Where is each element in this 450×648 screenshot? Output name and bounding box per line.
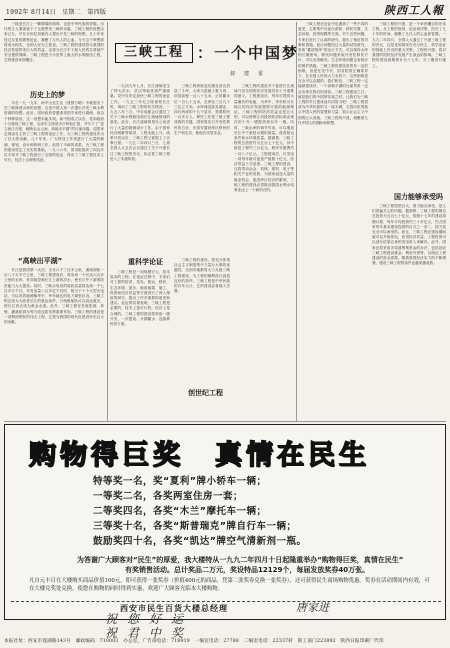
page-footer: 本报社址：西安市莲湖路143号 邮政编码：710003 办公室，广告部电话：718919 一编室电话：27788 二编室电话：22337转 陕工南门223892 陕西日报印刷厂代印 [4,639,384,644]
title-boxed-part: 三峡工程 [115,43,193,63]
subhead-gorge: “高峡出平湖” [18,257,63,265]
prize-special: 特等奖一名，奖“夏利”牌小轿车一辆； [93,476,267,487]
column-rule [107,22,108,422]
masthead: 陕西工人報 [384,4,444,17]
prize-list [93,474,393,549]
column-6-bottom-text: 三峡工程投资巨大，国力能否承受，是人们普遍关心的问题。据测算，三峡工程的静态总投资为五百七十亿元，按照十七年的建设周期计算，每年平均投资约三十多亿元，约占国家每年基本建设投资的百分之一至二，国力是完全可以承受的。而且，三峡工程在建设期间就可以开始发电，获得经济效益，工程投资可以部分依靠自身的发电收入来解决。此外，国家还将采取多渠道筹集资金的办法，包括征收三峡工程建设基金、利用外资等，以保证工程建设的资金需要。随着我国经济实力的不断增强，建设三峡工程的条件也越来越成熟。 [372,204,446,266]
ad-summary: 有奖销售活动。总计奖品二万元，奖设特品12129个，每届发放奖券40万张。 [125,566,370,574]
advertisement [4,424,446,620]
column-2-bottom-text: 三峡工程是一项规模宏大、技术复杂的工程。在论证过程中，专家们对工程的防洪、发电、航运、移民、生态环境、泥沙、地质地震、施工、投资和经济效益等方面进行了深入细致的研究，提出了许多重要的意见和建议。论证的结果表明，三峡工程是必要的，技术上是可行的，经济上是合理的。三峡工程的建设将采取一级开发、一次建成、分期蓄水、连续移民的方案。 [110,270,170,327]
issue-date: 1992年 8月14日 星期二 第四版 [6,9,107,16]
column-3-text: 三峡工程坝址选在湖北省宜昌县三斗坪，大坝为混凝土重力坝，坝顶高程一百八十五米，正常蓄水位一百七十五米，总库容三百九十三亿立方米。水库淹没涉及湖北、四川两省的十九个县市，需要移民一百多万人。移民工作是三峡工程成败的关键，国家将实行开发性移民的方针，妥善安置好库区移民的生产和生活，使他们安居乐业。 [174,84,230,135]
ad-headline: 购物得巨奖 真情在民生 [29,440,370,471]
store-name: 西安市民生百货大楼总经理 [120,604,228,613]
column-1-top-text: 三峡是长江上一颗璀璨的明珠，也是中华民族的骄傲。历代的文人墨客留下了无数赞美三峡的诗篇，三峡工程的设想由来已久，早在本世纪初就有人提出开发三峡的构想，几十年来经过反复的勘察论证，凝聚了几代人的心血。今天这个梦想即将成为现实，全国人民为之振奋。三峡工程的建设将为我国的经济发展带来巨大的效益，也将为长江中下游人民的生命财产安全提供保障。三峡工程是当今世界上最大的水利枢纽工程，它的建设举世瞩目。 [4,22,104,63]
column-2-text: 一九四九年七月，长江流域发生了特大洪水，武汉等地受到严重威胁。党中央决定加快三峡工程的论证工作。一九五三年毛主席视察长江时，询问了三峡工程的有关情况。一九五八年三月，中央成都会议通过了关于三峡水利枢纽和长江流域规划的意见。此后，长江流域规划办公室进行了大量的勘测设计工作。由于国家经济困难等原因，工程未能上马。改革开放以后，三峡工程又被提上了议事日程。一九九二年四月三日，七届全国人大五次会议通过了关于兴建长江三峡工程的决议，标志着三峡工程进入了实施阶段。 [110,84,170,161]
ad-divider [11,601,441,602]
column-1-bottom-text: 长江是我国第一大河，全长六千三百多公里，流域面积一百八十万平方公里，三峡工程建成后，将形成一个长达六百多公里的水库，有效地控制长江上游的洪水，使长江中下游的防洪能力大大提高。同时，三峡水电站的装机容量将达到一千七百多万千瓦，年发电量八百多亿千瓦时，相当于十个大型火电站，可以有效地缓解华中、华东地区的电力紧张状况。三峡工程还将大大改善长江的航运条件，万吨级船队可以直达重庆，使长江真正成为黄金水道。此外，三峡工程在发展旅游、养殖、灌溉和供水等方面也将发挥重要作用。三峡工程的建设是一项利国利民的伟大工程，它将为我国的现代化建设作出巨大的贡献。 [4,268,104,325]
prize-encouragement: 鼓励奖四十名，各奖“凯达”牌空气清新剂一瓶。 [93,536,307,547]
slogan-good-luck: 祝您好运 [105,612,194,626]
section-divider [4,421,446,422]
subhead-creation: 创世纪工程 [188,389,223,397]
column-3-bottom-text: 三峡工程的建设，将充分体现社会主义制度集中力量办大事的优越性。全国各地都将大力支援三峡工程建设，为工程的顺利进行创造良好的条件。三峡工程是中华民族的百年大计，它的建设必将载入史册。 [174,258,230,294]
manager-signature: 唐家进 [296,601,329,614]
prize-second: 二等奖四名，各奖“木兰”摩托车一辆； [93,506,267,517]
ad-announcement: 为答谢广大顾客对“民生”的厚爱，我大楼特从一九九二年四月十日起隆重举办“购物得巨奖，真情在民生” [77,556,404,564]
subhead-history: 历史上的梦 [30,91,65,99]
prize-third: 三等奖十名，各奖“斯普瑞克”牌自行车一辆； [93,521,297,532]
prize-first: 一等奖二名，各奖两室住房一套； [93,491,244,502]
column-1-mid-text: 早在一九一九年，孙中山先生在《建国方略》中就提出了在三峡修建水坝的设想。这是中国人第一次提出开发三峡水利资源的构想。此后，国民政府曾邀请美国专家进行勘测，但由于种种原因，这一设想未能实现。新中国成立以后，党和政府十分重视三峡工程，毛泽东主席曾多次听取汇报，并写下了“更立西江石壁，截断巫山云雨，高峡出平湖”的壮丽诗篇。周恩来总理亲自主持了三峡工程的论证工作，为三峡工程的建设作出了巨大的贡献。几十年来，广大科技工作者进行了大量的勘测、规划、设计和科研工作，取得了丰硕的成果，为三峡工程的建设奠定了坚实的基础。一九八六年，国务院组织了四百多位专家对三峡工程进行了全面的论证，得出了三峡工程技术上可行、经济上合理的结论。 [4,101,104,163]
column-5-text: 三峡工程在论证中也遇到了一些不同的意见，主要集中在泥沙淤积、移民安置、生态环境、投资规模等方面。对于这些问题，专家们进行了认真的研究，提出了相应的对策和措施。泥沙问题经过大量的试验研究，采取“蓄清排浑”的运行方式，可以保持水库的长期使用。移民问题采取开发性移民方针，可以妥善解决。生态环境问题也有相应的保护措施。三峡工程的建设虽然有一定的困难，但是在党中央、国务院的正确领导下，在全国人民的大力支持下，这些困难是完全可以克服的。我们相信，三峡工程一定能够建设好，一个高峡平湖的壮丽景象一定会出现在我们的面前。三峡工程建成之日，就是我们的中国梦实现之时。让我们为三峡工程的早日建成而共同努力吧！三峡工程将成为中华民族的又一座丰碑，它将向世界展示中国人民的智慧和力量，展示社会主义中国的巨大成就。三峡工程的兴建，凝聚着几代中国人的期盼和梦想。 [298,22,368,125]
subhead-capacity: 国力能够承受吗 [394,193,443,201]
byline: 叔 建 雷 [230,71,266,77]
column-6-top-text: 三峡工程的兴建，是一个举世瞩目的宏伟工程。从工程的规划、论证到决策，经历了几十年的时间，凝聚了几代人的心血和智慧。一九九二年四月，全国人大通过了兴建三峡工程的决议，这是党和国家在充分民主、科学论证的基础上作出的重大决策。工程的兴建，将对我国的国民经济发展产生深远的影响。三峡工程的建设周期预计为十七年，分三期进行施工。 [372,22,446,68]
column-rule [296,22,297,422]
ad-body-text: 凡自元丰日在大楼购买商品价值100元，即可获得一张奖券（价值400元的商品，凭第二张奖券兑换一张奖券），还可获得民生商场购物优惠。奖券在活动期间内有效，可在大楼兑奖处兑换，使您在购物的同时得到实惠，欢迎广大顾客光临本大楼购物。 [29,578,430,592]
page-header [4,2,446,20]
subhead-science: 重科学论证 [128,258,163,266]
column-4-text: 三峡工程的建设对于促进长江流域乃至全国的经济发展具有十分重要的意义。工程建成后，每年可提供大量廉价的电能，为华中、华东和川东地区的经济发展提供可靠的能源保证。三峡工程的防洪效益也是巨大的，可以使荆江河段的防洪标准由现在的十年一遇提高到百年一遇。同时，三峡水库的调节作用，可以增加长江中下游枯水期的流量，改善航运条件和水环境质量。据测算，三峡工程的总投资约为五百七十亿元，其中枢纽工程约三百亿元，移民安置费约一百八十亿元。工程建成后，仅发电一项每年就可创造产值数十亿元，经济效益十分显著。三峡工程的建设，还将带动冶金、机械、建材、电子等相关产业的发展，为国家创造大量的就业机会，促进库区经济的繁荣。三峡工程的建设必将推动我国水利水电事业迈上一个新的台阶。 [234,84,294,193]
title-main-part: ：一个中国梦 [197,44,300,62]
slogan-win-prize: 祝君中奖 [105,626,194,640]
